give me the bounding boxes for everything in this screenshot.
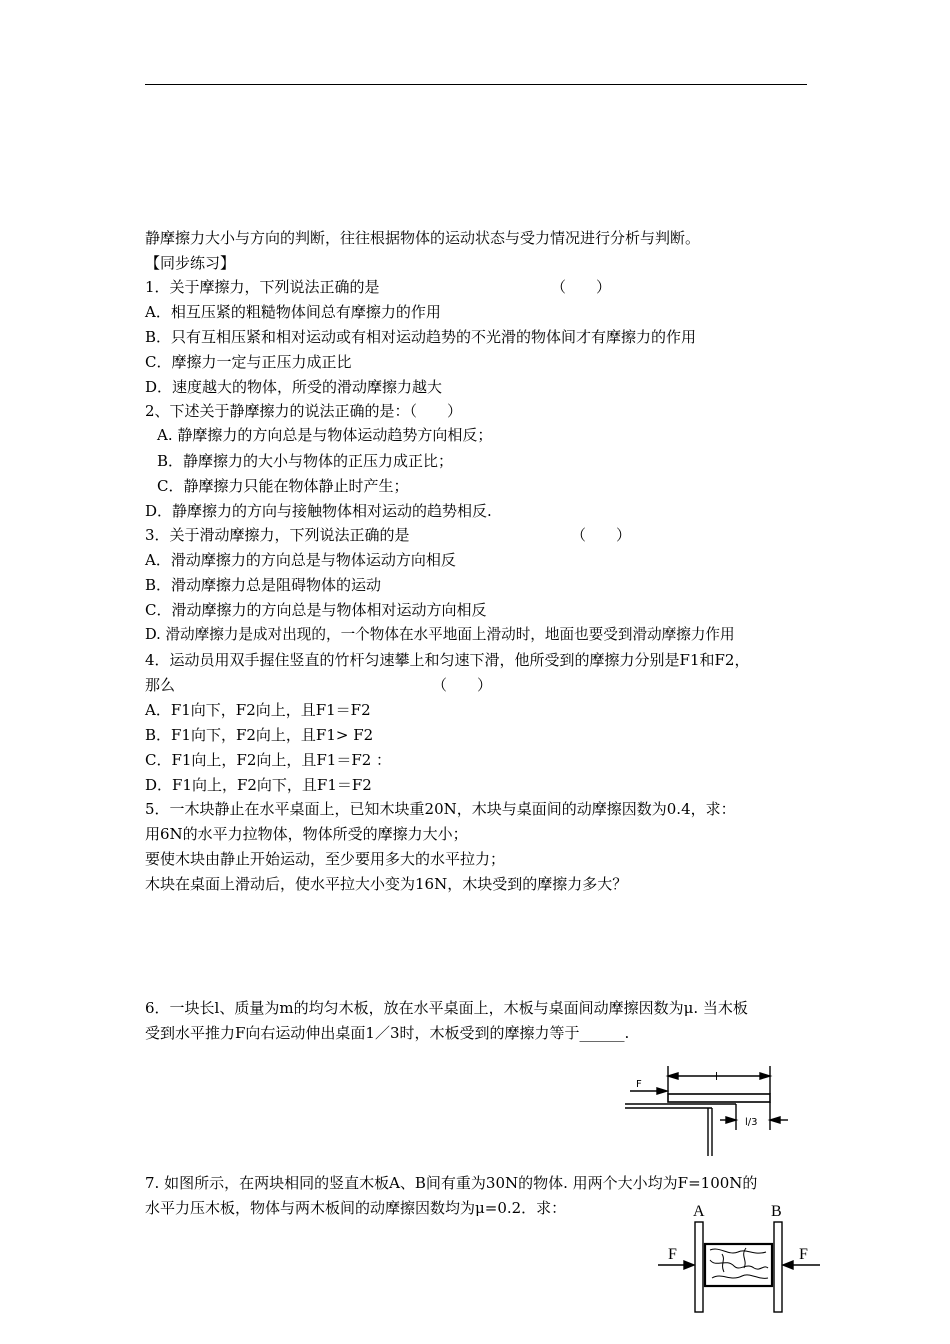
- q4-option-c: C．F1向上，F2向上，且F1＝F2 ：: [145, 751, 392, 769]
- q2-stem: 2、下述关于静摩擦力的说法正确的是：（ ）: [145, 402, 463, 420]
- q1-option-d: D．速度越大的物体，所受的滑动摩擦力越大: [145, 378, 443, 396]
- q4-stem-line2: 那么: [145, 676, 176, 694]
- q1-option-b: B．只有互相压紧和相对运动或有相对运动趋势的不光滑的物体间才有摩擦力的作用: [145, 328, 697, 346]
- q7-line1: 7. 如图所示，在两块相同的竖直木板A、B间有重为30N的物体. 用两个大小均为F=100N的: [145, 1174, 758, 1192]
- q7-fig-label-b: B: [771, 1203, 782, 1220]
- q3-option-b: B．滑动摩擦力总是阻碍物体的运动: [145, 576, 382, 594]
- q2-option-b: B．静摩擦力的大小与物体的正压力成正比；: [157, 452, 454, 470]
- q4-option-a: A．F1向下，F2向上，且F1＝F2: [145, 701, 371, 719]
- q5-stem: 5．一木块静止在水平桌面上，已知木块重20N，木块与桌面间的动摩擦因数为0.4，求：: [145, 800, 736, 818]
- q6-fig-label-length: l: [715, 1070, 719, 1083]
- q2-option-d: D．静摩擦力的方向与接触物体相对运动的趋势相反.: [145, 502, 492, 520]
- intro-text: 静摩擦力大小与方向的判断，往往根据物体的运动状态与受力情况进行分析与判断。: [145, 229, 701, 247]
- q7-fig-label-f-left: F: [668, 1246, 677, 1263]
- q1-option-c: C．摩擦力一定与正压力成正比: [145, 353, 352, 371]
- section-title: 【同步练习】: [145, 254, 236, 272]
- q6-fig-label-overhang: l/3: [745, 1117, 758, 1128]
- q3-stem: 3．关于滑动摩擦力，下列说法正确的是: [145, 526, 410, 544]
- q5-part-3: 木块在桌面上滑动后，使水平拉大小变为16N，木块受到的摩擦力多大？: [145, 875, 628, 893]
- q4-option-d: D．F1向上，F2向下，且F1＝F2: [145, 776, 372, 794]
- q5-part-1: 用6N的水平力拉物体，物体所受的摩擦力大小；: [145, 825, 468, 843]
- q2-option-c: C．静摩擦力只能在物体静止时产生；: [157, 477, 409, 495]
- q6-line1: 6．一块长l、质量为m的均匀木板，放在水平桌面上，木板与桌面间动摩擦因数为μ. 当木板: [145, 999, 748, 1017]
- q6-line2: 受到水平推力F向右运动伸出桌面1／3时，木板受到的摩擦力等于______.: [145, 1024, 630, 1042]
- q6-fig-label-f: F: [636, 1079, 642, 1090]
- q1-answer-paren: （ ）: [551, 278, 612, 296]
- q3-option-a: A．滑动摩擦力的方向总是与物体运动方向相反: [145, 551, 456, 569]
- q7-line2: 水平力压木板，物体与两木板间的动摩擦因数均为μ=0.2．求：: [145, 1199, 567, 1217]
- q7-fig-label-f-right: F: [799, 1246, 808, 1263]
- q3-answer-paren: （ ）: [571, 526, 632, 544]
- q7-fig-label-a: A: [693, 1203, 705, 1220]
- q1-stem: 1．关于摩擦力，下列说法正确的是: [145, 278, 380, 296]
- q7-boards-figure: [650, 1198, 830, 1314]
- q4-answer-paren: （ ）: [432, 676, 493, 694]
- q1-option-a: A．相互压紧的粗糙物体间总有摩擦力的作用: [145, 303, 441, 321]
- q4-option-b: B．F1向下，F2向上，且F1> F2: [145, 726, 374, 744]
- q2-option-a: A. 静摩擦力的方向总是与物体运动趋势方向相反；: [157, 426, 493, 444]
- q3-option-d: D. 滑动摩擦力是成对出现的，一个物体在水平地面上滑动时，地面也要受到滑动摩擦力作用: [145, 626, 735, 643]
- q6-board-figure: [620, 1058, 810, 1158]
- q3-option-c: C．滑动摩擦力的方向总是与物体相对运动方向相反: [145, 601, 487, 619]
- q5-part-2: 要使木块由静止开始运动，至少要用多大的水平拉力；: [145, 850, 506, 868]
- q4-stem-line1: 4．运动员用双手握住竖直的竹杆匀速攀上和匀速下滑，他所受到的摩擦力分别是F1和F2，: [145, 651, 750, 669]
- header-rule: [145, 84, 807, 85]
